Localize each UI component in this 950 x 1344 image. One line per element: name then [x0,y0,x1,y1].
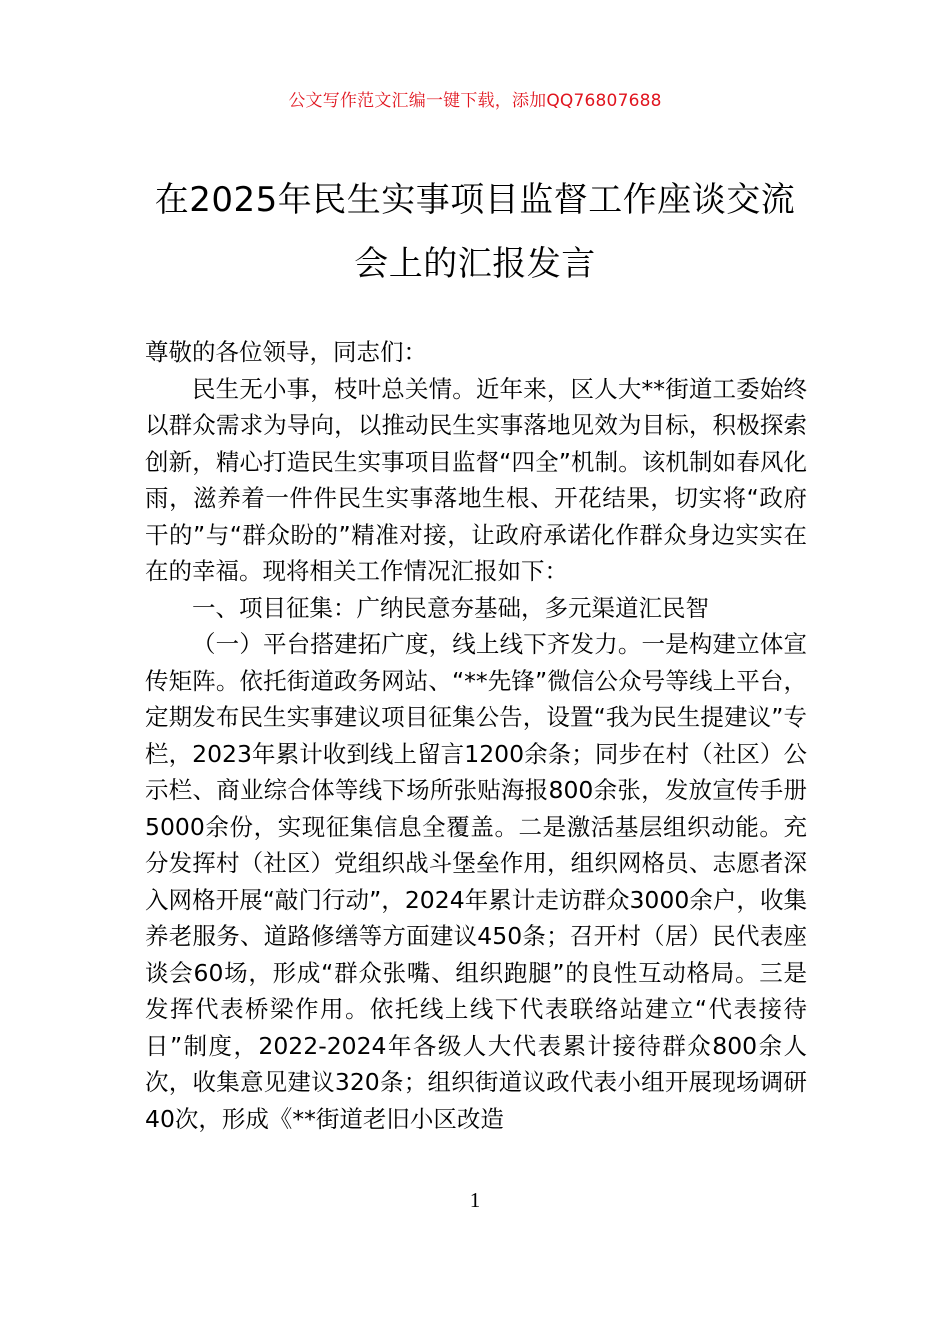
download-banner: 公文写作范文汇编一键下载，添加QQ76807688 [288,91,662,111]
salutation: 尊敬的各位领导，同志们： [145,338,427,366]
page-title [100,168,850,296]
title-line-2: 会上的汇报发言 [354,244,596,284]
page-number: 1 [469,1188,481,1212]
section-paragraph: （一）平台搭建拓广度，线上线下齐发力。一是构建立体宣传矩阵。依托街道政务网站、“**先锋”微信公众号等线上平台，定期发布民生实事建议项目征集公告，设置“我为民生提建议”专栏，2023年累计收到线上留言1200余条；同步在村（社区）公示栏、商业综合体等线下场所张贴海报800余张，发放宣传手册5000余份，实现征集信息全覆盖。二是激活基层组织动能。充分发挥村（社区）党组织战斗堡垒作用，组织网格员、志愿者深入网格开展“敲门行动”，2024年累计走访群众3000余户，收集养老服务、道路修缮等方面建议450条；召开村（居）民代表座谈会60场，形成“群众张嘴、组织跑腿”的良性互动格局。三是发挥代表桥梁作用。依托线上线下代表联络站建立“代表接待日”制度，2022-2024年各级人大代表累计接待群众800余人次，收集意见建议320条；组织街道议政代表小组开展现场调研40次，形成《**街道老旧小区改造 [145,630,807,1133]
intro-paragraph: 民生无小事，枝叶总关情。近年来，区人大**街道工委始终以群众需求为导向，以推动民生实事落地见效为目标，积极探索创新，精心打造民生实事项目监督“四全”机制。该机制如春风化雨，滋养着一件件民生实事落地生根、开花结果，切实将“政府干的”与“群众盼的”精准对接，让政府承诺化作群众身边实实在在的幸福。现将相关工作情况汇报如下： [145,374,807,585]
document-body [145,334,807,1137]
title-line-1: 在2025年民生实事项目监督工作座谈交流 [154,180,796,220]
section-heading: 一、项目征集：广纳民意夯基础，多元渠道汇民智 [192,593,709,622]
